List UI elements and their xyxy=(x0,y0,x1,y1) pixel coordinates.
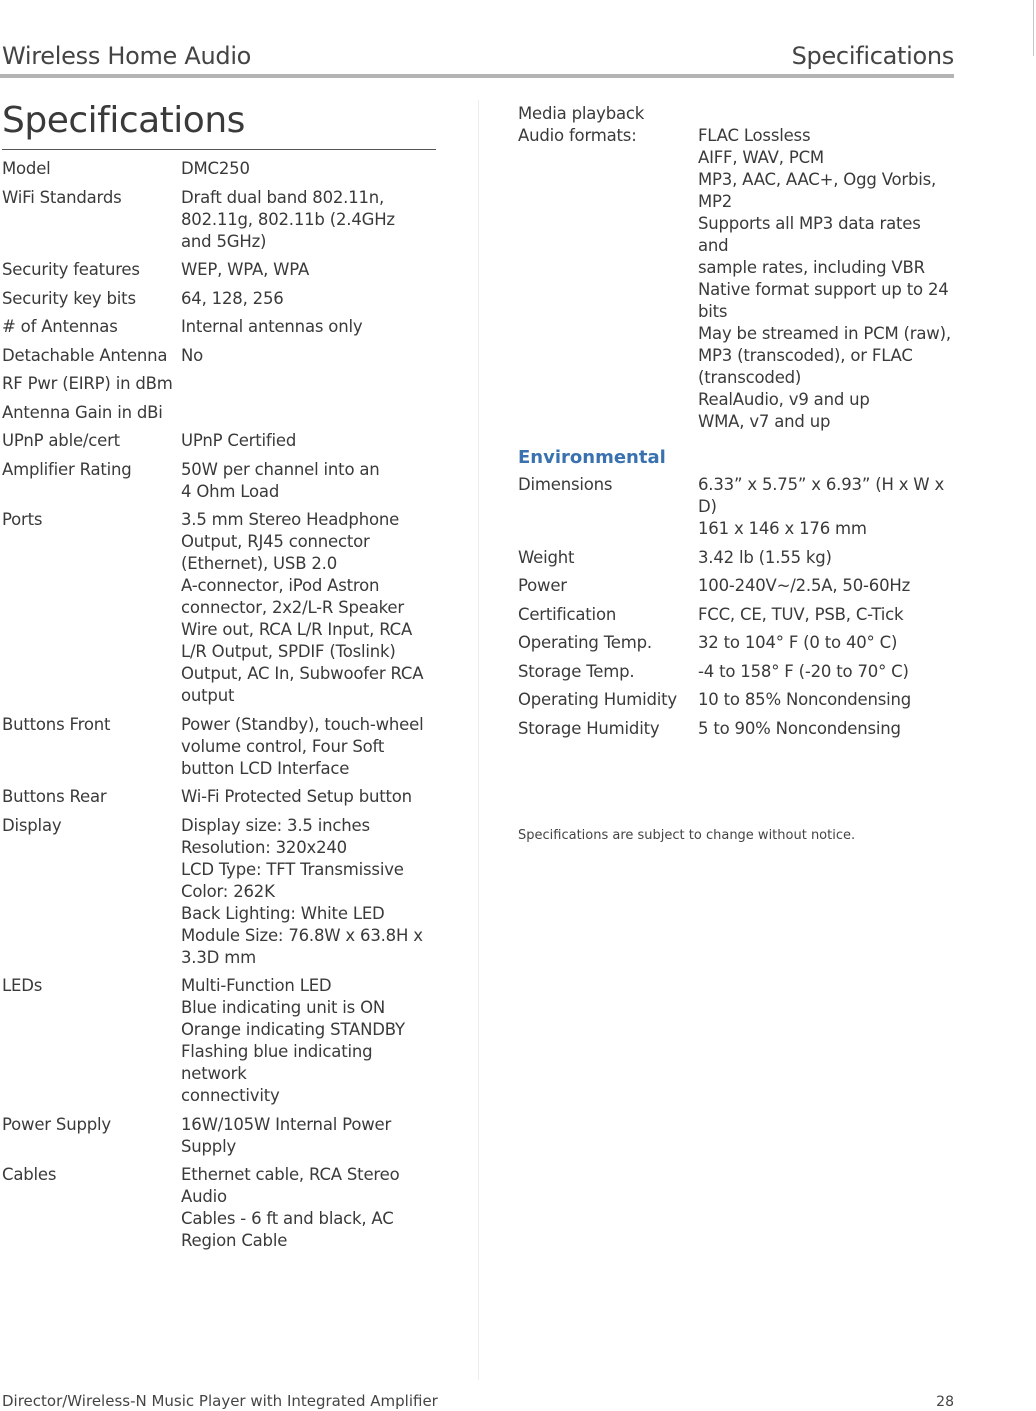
spec-value: Multi-Function LED Blue indicating unit is ON Orange indicating STANDBY Flashing blue indicating network connectivity xyxy=(181,976,405,1105)
spec-key: UPnP able/cert xyxy=(2,431,120,450)
spec-row xyxy=(518,632,954,654)
spec-value: Power (Standby), touch-wheel volume control, Four Soft button LCD Interface xyxy=(181,714,424,778)
spec-key: Dimensions xyxy=(518,475,613,494)
spec-value: Draft dual band 802.11n, 802.11g, 802.11b (2.4GHz and 5GHz) xyxy=(181,187,395,251)
spec-key: LEDs xyxy=(2,976,43,995)
spec-row xyxy=(2,430,436,452)
spec-row xyxy=(518,604,954,626)
spec-row xyxy=(2,402,436,424)
spec-value: 5 to 90% Noncondensing xyxy=(698,718,901,738)
spec-key: Buttons Rear xyxy=(2,787,107,806)
spec-row xyxy=(518,547,954,569)
spec-value: 3.42 lb (1.55 kg) xyxy=(698,547,832,567)
spec-key: # of Antennas xyxy=(2,317,118,336)
spec-row xyxy=(2,345,436,367)
header-section-title: Specifications xyxy=(791,42,954,70)
spec-key: Display xyxy=(2,815,62,835)
spec-row xyxy=(2,259,436,281)
spec-row xyxy=(2,187,436,253)
spec-row xyxy=(2,373,436,395)
spec-value: 50W per channel into an 4 Ohm Load xyxy=(181,459,380,501)
spec-key: Power xyxy=(518,576,567,595)
spec-row xyxy=(2,288,436,310)
spec-key: Security features xyxy=(2,260,140,279)
spec-key: Buttons Front xyxy=(2,714,111,734)
spec-row xyxy=(518,689,954,711)
spec-key: Weight xyxy=(518,547,575,567)
header-rule xyxy=(0,74,954,78)
spec-value: Wi-Fi Protected Setup button xyxy=(181,787,412,806)
spec-key: Ports xyxy=(2,510,43,529)
footer-product-name: Director/Wireless-N Music Player with Integrated Amplifier xyxy=(2,1392,438,1410)
spec-key: Audio formats: xyxy=(518,126,637,145)
spec-row xyxy=(2,316,436,338)
spec-key: Detachable Antenna xyxy=(2,345,168,365)
spec-value: UPnP Certified xyxy=(181,431,297,450)
spec-key: Storage Humidity xyxy=(518,718,660,738)
spec-value: DMC250 xyxy=(181,159,250,178)
spec-key: Operating Humidity xyxy=(518,690,677,709)
spec-row xyxy=(2,1114,436,1158)
spec-value: 10 to 85% Noncondensing xyxy=(698,690,912,709)
page-title: Specifications xyxy=(2,100,245,141)
spec-value xyxy=(181,373,436,395)
spec-row xyxy=(2,459,436,503)
title-rule xyxy=(2,149,436,150)
spec-value: 100-240V~/2.5A, 50-60Hz xyxy=(698,576,911,595)
spec-value: 16W/105W Internal Power Supply xyxy=(181,1114,392,1156)
spec-key: Security key bits xyxy=(2,288,136,308)
spec-table xyxy=(2,158,436,1252)
spec-key: Storage Temp. xyxy=(518,661,635,681)
spec-row xyxy=(518,661,954,683)
spec-key: Power Supply xyxy=(2,1114,111,1134)
spec-row xyxy=(518,718,954,740)
spec-key: Certification xyxy=(518,604,617,624)
spec-value: 32 to 104° F (0 to 40° C) xyxy=(698,633,898,652)
left-column xyxy=(2,100,436,1259)
spec-row xyxy=(2,509,436,707)
media-playback-heading: Media playback xyxy=(518,104,645,123)
spec-value: Display size: 3.5 inches Resolution: 320x240 LCD Type: TFT Transmissive Color: 262K Back Lighting: White LED Module Size: 76.8W x 63.8H x 3.3D mm xyxy=(181,815,423,967)
page-edge-mark xyxy=(1033,0,1034,56)
spec-row xyxy=(2,975,436,1107)
spec-value: No xyxy=(181,345,204,365)
spec-key: Cables xyxy=(2,1165,57,1184)
spec-value: Ethernet cable, RCA Stereo Audio Cables - 6 ft and black, AC Region Cable xyxy=(181,1165,400,1250)
environmental-heading: Environmental xyxy=(518,447,666,468)
column-divider xyxy=(478,100,479,1380)
spec-value: Internal antennas only xyxy=(181,317,363,336)
spec-value: FCC, CE, TUV, PSB, C-Tick xyxy=(698,604,904,624)
spec-row xyxy=(2,158,436,180)
spec-row xyxy=(2,786,436,808)
spec-value xyxy=(181,402,436,424)
spec-key: WiFi Standards xyxy=(2,187,122,207)
environmental-table xyxy=(518,474,954,740)
page-number: 28 xyxy=(936,1394,954,1410)
spec-row xyxy=(518,575,954,597)
spec-value: FLAC Lossless AIFF, WAV, PCM MP3, AAC, AAC+, Ogg Vorbis, MP2 Supports all MP3 data rates and sample rates, including VBR Native format support up to 24 bits May be streamed in PCM (raw), MP3 (transcoded), or FLAC (transcoded) RealAudio, v9 and up WMA, v7 and up xyxy=(698,126,951,431)
spec-value: -4 to 158° F (-20 to 70° C) xyxy=(698,661,909,681)
spec-row xyxy=(2,815,436,969)
spec-key: Amplifier Rating xyxy=(2,459,132,479)
spec-row xyxy=(518,474,954,540)
header-product-title: Wireless Home Audio xyxy=(2,42,252,70)
spec-key: Operating Temp. xyxy=(518,633,652,652)
change-notice: Specifications are subject to change without notice. xyxy=(518,827,856,843)
right-column xyxy=(518,103,954,843)
spec-value: 6.33” x 5.75” x 6.93” (H x W x D) 161 x 146 x 176 mm xyxy=(698,475,945,538)
spec-row xyxy=(2,1164,436,1252)
spec-key: Model xyxy=(2,159,51,178)
spec-key: RF Pwr (EIRP) in dBm xyxy=(2,374,173,393)
spec-value: 64, 128, 256 xyxy=(181,288,284,308)
spec-row xyxy=(2,714,436,780)
spec-value: WEP, WPA, WPA xyxy=(181,260,310,279)
spec-value: 3.5 mm Stereo Headphone Output, RJ45 connector (Ethernet), USB 2.0 A-connector, iPod Astron connector, 2x2/L-R Speaker Wire out, RCA L/R Input, RCA L/R Output, SPDIF (Toslink) Output, AC In, Subwoofer RCA output xyxy=(181,510,424,705)
spec-row-audio-formats xyxy=(518,125,954,433)
spec-key: Antenna Gain in dBi xyxy=(2,402,163,422)
